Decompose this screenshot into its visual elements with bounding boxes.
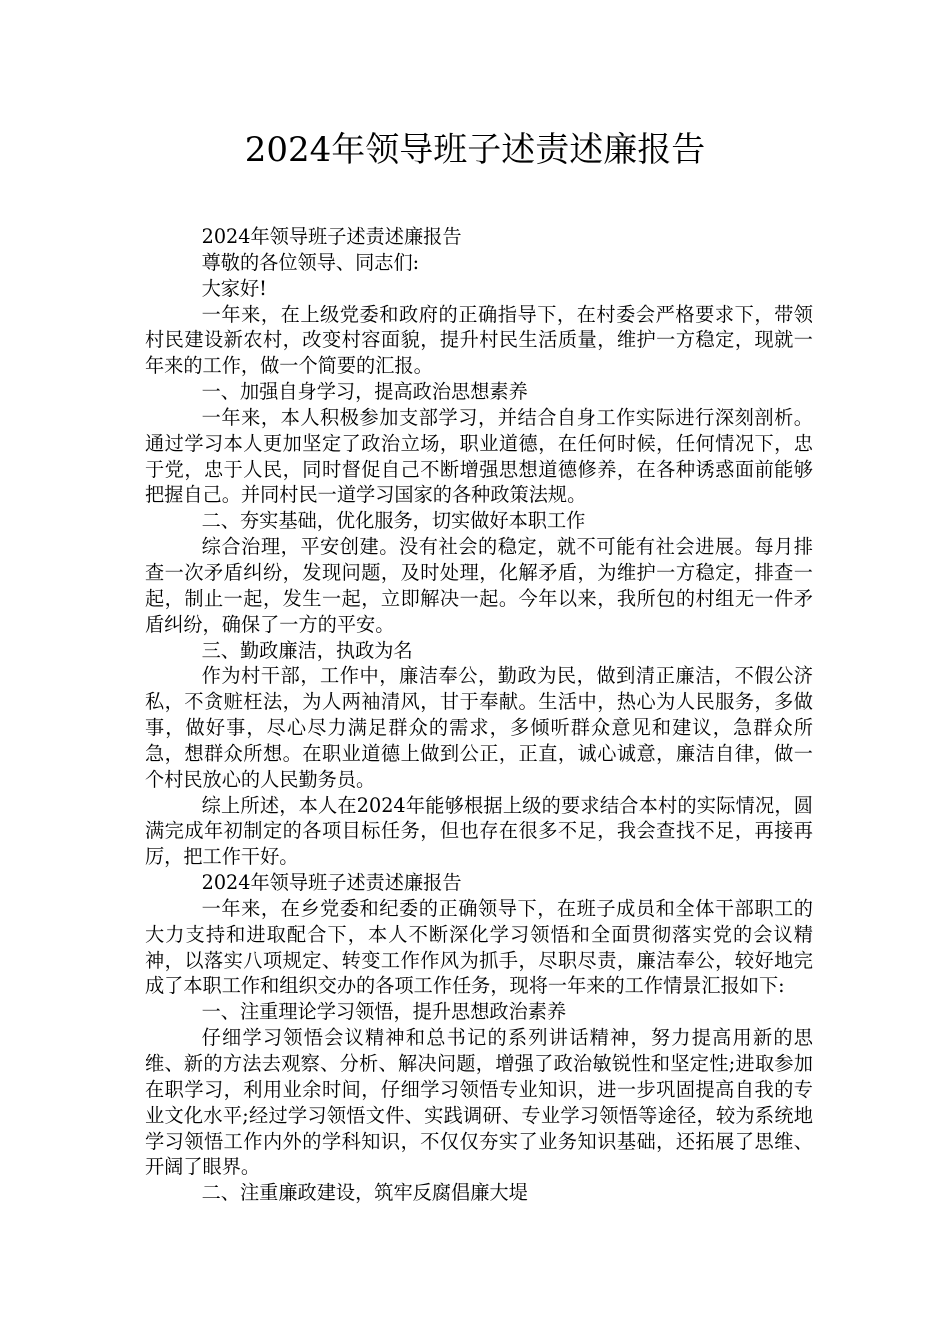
paragraph: 综合治理，平安创建。没有社会的稳定，就不可能有社会进展。每月排查一次矛盾纠纷，发现问题，及时处理，化解矛盾，为维护一方稳定，排查一起，制止一起，发生一起，立即解决一起。今年以来，我所包的村组无一件矛盾纠纷，确保了一方的平安。 — [145, 535, 813, 636]
paragraph: 一年来，本人积极参加支部学习，并结合自身工作实际进行深刻剖析。通过学习本人更加坚定了政治立场，职业道德，在任何时候，任何情况下，忠于党，忠于人民，同时督促自己不断增强思想道德修养，在各种诱惑面前能够把握自己。并同村民一道学习国家的各种政策法规。 — [145, 405, 813, 507]
section-heading: 二、夯实基础，优化服务，切实做好本职工作 — [201, 509, 586, 533]
document-body — [145, 224, 813, 1206]
section-heading: 二、注重廉政建设，筑牢反腐倡廉大堤 — [201, 1181, 528, 1205]
paragraph-salutation: 尊敬的各位领导、同志们: — [201, 250, 420, 274]
paragraph-subtitle: 2024年领导班子述责述廉报告 — [201, 225, 462, 248]
document-title: 2024年领导班子述责述廉报告 — [244, 130, 706, 170]
paragraph: 仔细学习领悟会议精神和总书记的系列讲话精神，努力提高用新的思维、新的方法去观察、分析、解决问题，增强了政治敏锐性和坚定性;进取参加在职学习，利用业余时间，仔细学习领悟专业知识，进一步巩固提高自我的专业文化水平;经过学习领悟文件、实践调研、专业学习领悟等途径，较为系统地学习领悟工作内外的学科知识，不仅仅夯实了业务知识基础，还拓展了思维、开阔了眼界。 — [145, 1026, 813, 1179]
paragraph: 作为村干部，工作中，廉洁奉公，勤政为民，做到清正廉洁，不假公济私，不贪赃枉法，为人两袖清风，甘于奉献。生活中，热心为人民服务，多做事，做好事，尽心尽力满足群众的需求，多倾听群众意见和建议，急群众所急，想群众所想。在职业道德上做到公正，正直，诚心诚意，廉洁自律，做一个村民放心的人民勤务员。 — [145, 664, 813, 791]
paragraph-intro: 一年来，在乡党委和纪委的正确领导下，在班子成员和全体干部职工的大力支持和进取配合下，本人不断深化学习领悟和全面贯彻落实党的会议精神，以落实八项规定、转变工作作风为抓手，尽职尽责，廉洁奉公，较好地完成了本职工作和组织交办的各项工作任务，现将一年来的工作情景汇报如下: — [145, 896, 813, 998]
section-heading: 一、注重理论学习领悟，提升思想政治素养 — [201, 1000, 567, 1024]
section-heading: 三、勤政廉洁，执政为名 — [201, 638, 413, 662]
paragraph-summary: 综上所述，本人在2024年能够根据上级的要求结合本村的实际情况，圆满完成年初制定的各项目标任务，但也存在很多不足，我会查找不足，再接再厉，把工作干好。 — [145, 793, 813, 869]
paragraph-intro: 一年来，在上级党委和政府的正确指导下，在村委会严格要求下，带领村民建设新农村，改变村容面貌，提升村民生活质量，维护一方稳定，现就一年来的工作，做一个简要的汇报。 — [145, 302, 813, 378]
paragraph-subtitle: 2024年领导班子述责述廉报告 — [201, 871, 462, 895]
section-heading: 一、加强自身学习，提高政治思想素养 — [201, 380, 528, 404]
paragraph-greeting: 大家好! — [201, 276, 267, 300]
